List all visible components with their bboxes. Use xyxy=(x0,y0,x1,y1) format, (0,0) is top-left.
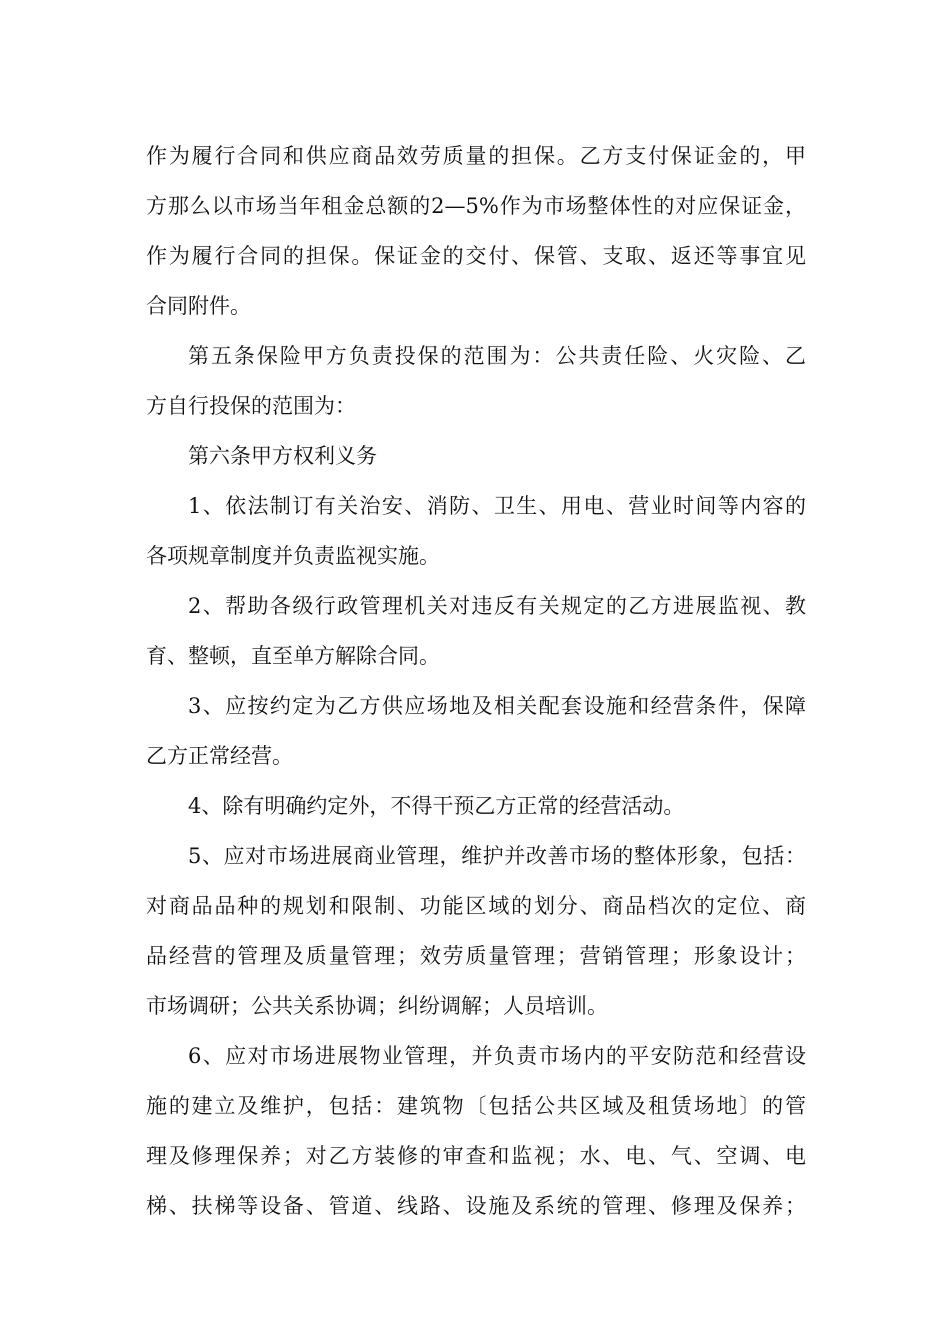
paragraph-item-6 xyxy=(146,1031,806,1231)
paragraph-article-5-insurance xyxy=(146,331,806,431)
document-page xyxy=(146,131,806,1231)
paragraph-item-2 xyxy=(146,581,806,681)
paragraph-item-3 xyxy=(146,681,806,781)
text-line: 6、应对市场进展物业管理，并负责市场内的平安防范和经营设 xyxy=(188,1044,806,1068)
text-line: 理及修理保养；对乙方装修的审查和监视；水、电、气、空调、电 xyxy=(146,1144,806,1168)
paragraph-item-4 xyxy=(146,781,806,831)
text-line: 合同附件。 xyxy=(146,294,251,318)
paragraph-item-1 xyxy=(146,481,806,581)
text-line: 梯、扶梯等设备、管道、线路、设施及系统的管理、修理及保养； xyxy=(146,1194,806,1218)
text-line: 3、应按约定为乙方供应场地及相关配套设施和经营条件，保障 xyxy=(188,694,806,718)
text-line: 对商品品种的规划和限制、功能区域的划分、商品档次的定位、商 xyxy=(146,894,806,918)
text-line: 育、整顿，直至单方解除合同。 xyxy=(146,644,440,668)
text-line: 作为履行合同的担保。保证金的交付、保管、支取、返还等事宜见 xyxy=(146,244,806,268)
text-line: 作为履行合同和供应商品效劳质量的担保。乙方支付保证金的，甲 xyxy=(146,144,806,168)
text-line: 施的建立及维护，包括：建筑物〔包括公共区域及租赁场地〕的管 xyxy=(146,1094,806,1118)
paragraph-item-5 xyxy=(146,831,806,1031)
text-line: 方那么以市场当年租金总额的2—5%作为市场整体性的对应保证金， xyxy=(146,194,806,218)
section-heading: 第六条甲方权利义务 xyxy=(188,444,377,468)
text-line: 第五条保险甲方负责投保的范围为：公共责任险、火灾险、乙 xyxy=(188,344,806,368)
text-line: 各项规章制度并负责监视实施。 xyxy=(146,544,440,568)
text-line: 品经营的管理及质量管理；效劳质量管理；营销管理；形象设计； xyxy=(146,944,806,968)
paragraph-article-6-heading xyxy=(146,431,806,481)
text-line: 2、帮助各级行政管理机关对违反有关规定的乙方进展监视、教 xyxy=(188,594,806,618)
paragraph-guarantee-deposit xyxy=(146,131,806,331)
text-line: 1、依法制订有关治安、消防、卫生、用电、营业时间等内容的 xyxy=(188,494,806,518)
text-line: 5、应对市场进展商业管理，维护并改善市场的整体形象，包括： xyxy=(188,844,806,868)
text-line: 乙方正常经营。 xyxy=(146,744,293,768)
text-line: 4、除有明确约定外，不得干预乙方正常的经营活动。 xyxy=(188,794,685,818)
text-line: 方自行投保的范围为： xyxy=(146,394,356,418)
text-line: 市场调研；公共关系协调；纠纷调解；人员培训。 xyxy=(146,994,608,1018)
